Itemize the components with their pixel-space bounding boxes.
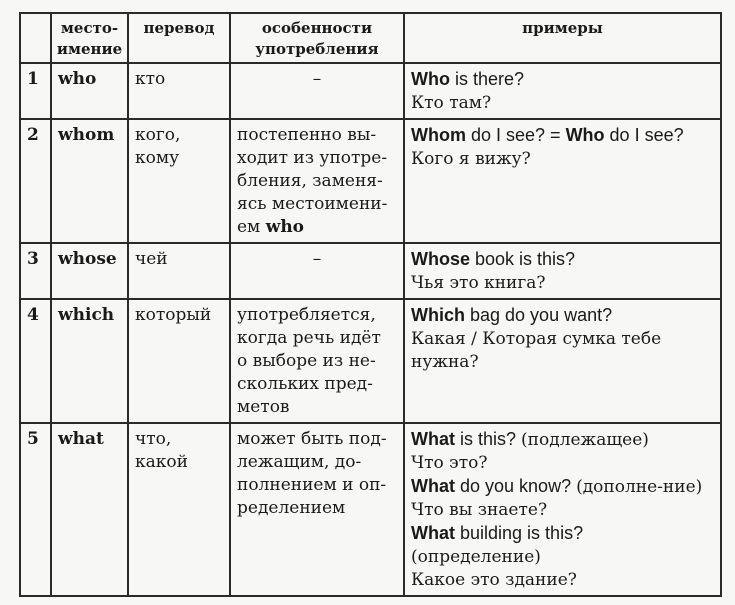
header-pronoun-line2: имение: [56, 40, 123, 58]
example-note: (дополне-ние): [576, 477, 703, 497]
row-translation: что, какой: [128, 423, 230, 596]
example-russian: Какая / Которая сумка тебе нужна?: [411, 329, 662, 372]
table-row: [20, 299, 721, 423]
row-examples: [404, 299, 721, 423]
example-pronoun: What: [411, 476, 455, 496]
table-row: [20, 243, 721, 299]
usage-line: ясь местоимени-: [237, 194, 388, 214]
pronoun-table: [19, 12, 722, 597]
example-english: [411, 475, 714, 499]
example-pronoun: Who: [411, 69, 450, 89]
header-usage: [230, 13, 404, 63]
example-pronoun: What: [411, 523, 455, 543]
row-pronoun: who: [51, 63, 128, 119]
example-english-text: Whose book is this?: [411, 249, 576, 269]
header-number: [20, 13, 51, 63]
usage-line: употребляется,: [237, 305, 376, 325]
example-pronoun: Whom: [411, 125, 466, 145]
row-usage: [230, 423, 404, 596]
example-english-text: Which bag do you want?: [411, 305, 613, 325]
row-pronoun: which: [51, 299, 128, 423]
example-russian: Какое это здание?: [411, 570, 577, 590]
table-row: [20, 63, 721, 119]
row-number: 3: [20, 243, 51, 299]
example-english: [411, 124, 714, 148]
usage-pronoun: who: [265, 217, 305, 237]
usage-line: лежащим, до-: [237, 452, 362, 472]
usage-line: постепенно вы-: [237, 125, 377, 145]
usage-line: ределением: [237, 498, 346, 518]
row-usage: –: [230, 243, 404, 299]
row-translation: чей: [128, 243, 230, 299]
header-pronoun-line1: место-: [60, 19, 119, 37]
example-english: [411, 522, 714, 569]
row-number: 1: [20, 63, 51, 119]
row-translation: который: [128, 299, 230, 423]
row-usage: [230, 119, 404, 243]
row-examples: [404, 423, 721, 596]
table-row: [20, 423, 721, 596]
example-english: [411, 304, 714, 328]
row-translation: кто: [128, 63, 230, 119]
usage-line: бления, заменя-: [237, 171, 383, 191]
row-number: 5: [20, 423, 51, 596]
example-pronoun: Whose: [411, 249, 471, 269]
header-pronoun: [51, 13, 128, 63]
example-russian: Чья это книга?: [411, 273, 546, 293]
table-row: [20, 119, 721, 243]
usage-line: метов: [237, 397, 290, 417]
header-translation: перевод: [128, 13, 230, 63]
example-note: (подлежащее): [521, 430, 649, 450]
header-examples: примеры: [404, 13, 721, 63]
row-usage: –: [230, 63, 404, 119]
example-russian: Кто там?: [411, 93, 492, 113]
usage-line: когда речь идёт: [237, 328, 381, 348]
row-number: 4: [20, 299, 51, 423]
usage-line: полнением и оп-: [237, 475, 387, 495]
example-russian: Что вы знаете?: [411, 500, 548, 520]
example-note: (определение): [411, 547, 541, 567]
row-pronoun: what: [51, 423, 128, 596]
example-english-text: Whom do I see? = Who do I see?: [411, 125, 684, 145]
usage-line: ем who: [237, 217, 305, 237]
example-english-text: What do you know?: [411, 476, 577, 496]
usage-line: скольких пред-: [237, 374, 373, 394]
row-examples: [404, 119, 721, 243]
example-pronoun: Who: [565, 125, 605, 145]
table-header-row: [20, 13, 721, 63]
example-russian: Кого я вижу?: [411, 149, 531, 169]
row-examples: [404, 243, 721, 299]
example-english-text: What is this?: [411, 429, 522, 449]
example-english: [411, 248, 714, 272]
row-translation: кого, кому: [128, 119, 230, 243]
row-pronoun: whom: [51, 119, 128, 243]
row-examples: [404, 63, 721, 119]
usage-line: о выборе из не-: [237, 351, 376, 371]
usage-line: может быть под-: [237, 429, 387, 449]
header-usage-line2: употребления: [255, 40, 379, 58]
example-english-text: Who is there?: [411, 69, 525, 89]
row-usage: [230, 299, 404, 423]
row-number: 2: [20, 119, 51, 243]
example-pronoun: What: [411, 429, 455, 449]
table-body: [20, 63, 721, 596]
header-usage-line1: особенности: [261, 19, 373, 37]
example-english: [411, 68, 714, 92]
usage-line: ходит из употре-: [237, 148, 388, 168]
row-pronoun: whose: [51, 243, 128, 299]
example-russian: Что это?: [411, 453, 488, 473]
example-english: [411, 428, 714, 452]
example-english-text: What building is this?: [411, 523, 584, 543]
example-pronoun: Which: [411, 305, 465, 325]
